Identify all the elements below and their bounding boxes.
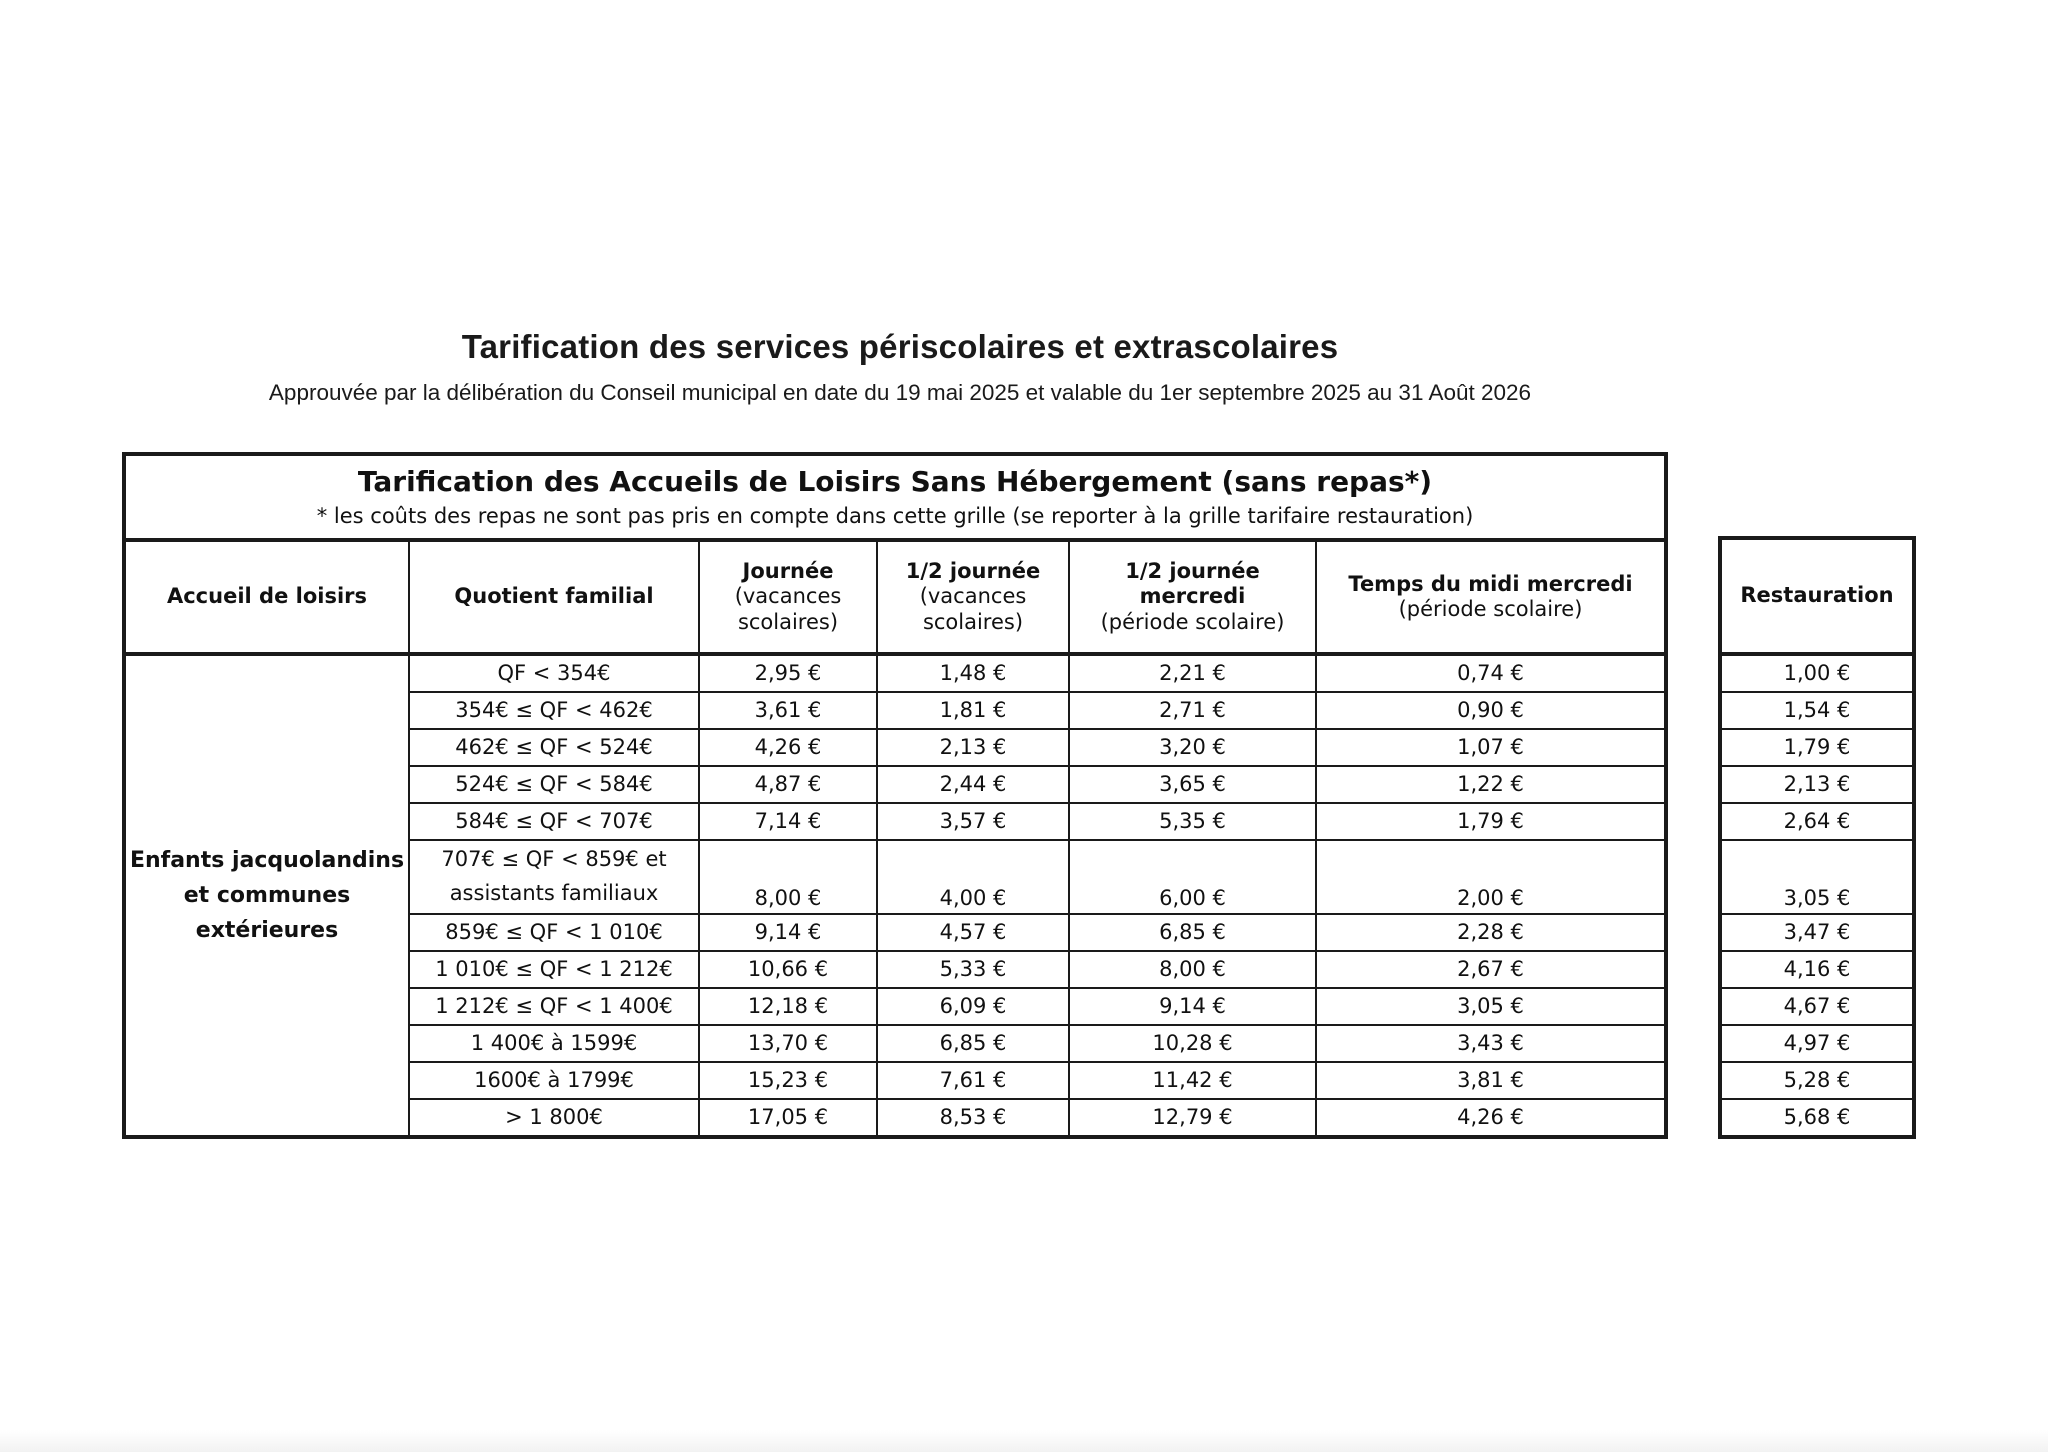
demi-mer-cell: 9,14 € bbox=[1069, 988, 1316, 1025]
demi-cell: 2,44 € bbox=[877, 766, 1069, 803]
header-journee: Journée (vacances scolaires) bbox=[699, 540, 877, 654]
midi-cell: 0,74 € bbox=[1316, 654, 1666, 692]
document-subtitle: Approuvée par la délibération du Conseil municipal en date du 19 mai 2025 et valable du 1er septembre 2025 au 31 Août 2026 bbox=[268, 380, 1532, 405]
restauration-cell: 1,00 € bbox=[1720, 654, 1914, 692]
table-title: Tarification des Accueils de Loisirs Sans Hébergement (sans repas*) bbox=[357, 464, 1433, 498]
midi-cell: 1,79 € bbox=[1316, 803, 1666, 840]
demi-cell: 3,57 € bbox=[877, 803, 1069, 840]
demi-mer-cell: 8,00 € bbox=[1069, 951, 1316, 988]
midi-cell: 0,90 € bbox=[1316, 692, 1666, 729]
demi-mer-cell: 2,21 € bbox=[1069, 654, 1316, 692]
restauration-header: Restauration bbox=[1720, 538, 1914, 654]
midi-cell: 2,28 € bbox=[1316, 914, 1666, 951]
qf-cell: 1 212€ ≤ QF < 1 400€ bbox=[409, 988, 699, 1025]
qf-cell: 462€ ≤ QF < 524€ bbox=[409, 729, 699, 766]
journee-cell: 10,66 € bbox=[699, 951, 877, 988]
qf-cell: > 1 800€ bbox=[409, 1099, 699, 1137]
midi-cell: 1,07 € bbox=[1316, 729, 1666, 766]
demi-cell: 7,61 € bbox=[877, 1062, 1069, 1099]
table-title-cell bbox=[124, 454, 1666, 540]
qf-cell: 1 010€ ≤ QF < 1 212€ bbox=[409, 951, 699, 988]
demi-cell: 5,33 € bbox=[877, 951, 1069, 988]
table-row bbox=[124, 654, 1666, 692]
group-label: Enfants jacquolandins et communes extérieures bbox=[124, 654, 409, 1137]
midi-cell: 1,22 € bbox=[1316, 766, 1666, 803]
header-quotient: Quotient familial bbox=[409, 540, 699, 654]
restauration-cell: 1,79 € bbox=[1720, 729, 1914, 766]
demi-cell: 1,48 € bbox=[877, 654, 1069, 692]
qf-cell: 859€ ≤ QF < 1 010€ bbox=[409, 914, 699, 951]
restauration-cell: 4,16 € bbox=[1720, 951, 1914, 988]
demi-cell: 1,81 € bbox=[877, 692, 1069, 729]
demi-cell: 2,13 € bbox=[877, 729, 1069, 766]
qf-cell: 707€ ≤ QF < 859€ et assistants familiaux bbox=[409, 840, 699, 914]
demi-cell: 6,85 € bbox=[877, 1025, 1069, 1062]
restauration-cell: 4,97 € bbox=[1720, 1025, 1914, 1062]
midi-cell: 2,67 € bbox=[1316, 951, 1666, 988]
header-accueil: Accueil de loisirs bbox=[124, 540, 409, 654]
journee-cell: 7,14 € bbox=[699, 803, 877, 840]
qf-cell: 1 400€ à 1599€ bbox=[409, 1025, 699, 1062]
demi-mer-cell: 12,79 € bbox=[1069, 1099, 1316, 1137]
journee-cell: 3,61 € bbox=[699, 692, 877, 729]
table-note: * les coûts des repas ne sont pas pris en compte dans cette grille (se reporter à la grille tarifaire restauration) bbox=[316, 504, 1474, 529]
restauration-cell: 3,47 € bbox=[1720, 914, 1914, 951]
restauration-cell: 4,67 € bbox=[1720, 988, 1914, 1025]
demi-cell: 4,00 € bbox=[877, 840, 1069, 914]
demi-mer-cell: 10,28 € bbox=[1069, 1025, 1316, 1062]
restauration-table bbox=[1718, 536, 1916, 1139]
restauration-cell: 3,05 € bbox=[1720, 840, 1914, 914]
midi-cell: 3,43 € bbox=[1316, 1025, 1666, 1062]
demi-cell: 8,53 € bbox=[877, 1099, 1069, 1137]
journee-cell: 13,70 € bbox=[699, 1025, 877, 1062]
scan-edge-shadow bbox=[0, 1430, 2048, 1452]
demi-cell: 4,57 € bbox=[877, 914, 1069, 951]
journee-cell: 8,00 € bbox=[699, 840, 877, 914]
journee-cell: 12,18 € bbox=[699, 988, 877, 1025]
restauration-cell: 2,13 € bbox=[1720, 766, 1914, 803]
demi-mer-cell: 3,65 € bbox=[1069, 766, 1316, 803]
demi-mer-cell: 2,71 € bbox=[1069, 692, 1316, 729]
midi-cell: 2,00 € bbox=[1316, 840, 1666, 914]
qf-cell: 1600€ à 1799€ bbox=[409, 1062, 699, 1099]
midi-cell: 4,26 € bbox=[1316, 1099, 1666, 1137]
journee-cell: 17,05 € bbox=[699, 1099, 877, 1137]
journee-cell: 4,87 € bbox=[699, 766, 877, 803]
alsh-pricing-table bbox=[122, 452, 1668, 1139]
demi-mer-cell: 3,20 € bbox=[1069, 729, 1316, 766]
qf-cell: 524€ ≤ QF < 584€ bbox=[409, 766, 699, 803]
midi-cell: 3,05 € bbox=[1316, 988, 1666, 1025]
demi-mer-cell: 6,00 € bbox=[1069, 840, 1316, 914]
restauration-cell: 1,54 € bbox=[1720, 692, 1914, 729]
demi-cell: 6,09 € bbox=[877, 988, 1069, 1025]
demi-mer-cell: 11,42 € bbox=[1069, 1062, 1316, 1099]
header-row bbox=[124, 540, 1666, 654]
restauration-cell: 5,68 € bbox=[1720, 1099, 1914, 1137]
restauration-cell: 5,28 € bbox=[1720, 1062, 1914, 1099]
journee-cell: 15,23 € bbox=[699, 1062, 877, 1099]
demi-mer-cell: 5,35 € bbox=[1069, 803, 1316, 840]
journee-cell: 9,14 € bbox=[699, 914, 877, 951]
qf-cell: 584€ ≤ QF < 707€ bbox=[409, 803, 699, 840]
document-title: Tarification des services périscolaires et extrascolaires bbox=[461, 328, 1339, 365]
restauration-cell: 2,64 € bbox=[1720, 803, 1914, 840]
header-demi-journee: 1/2 journée (vacances scolaires) bbox=[877, 540, 1069, 654]
header-temps-midi: Temps du midi mercredi (période scolaire) bbox=[1316, 540, 1666, 654]
midi-cell: 3,81 € bbox=[1316, 1062, 1666, 1099]
qf-cell: 354€ ≤ QF < 462€ bbox=[409, 692, 699, 729]
demi-mer-cell: 6,85 € bbox=[1069, 914, 1316, 951]
qf-cell: QF < 354€ bbox=[409, 654, 699, 692]
journee-cell: 2,95 € bbox=[699, 654, 877, 692]
header-demi-journee-mercredi: 1/2 journée mercredi (période scolaire) bbox=[1069, 540, 1316, 654]
journee-cell: 4,26 € bbox=[699, 729, 877, 766]
